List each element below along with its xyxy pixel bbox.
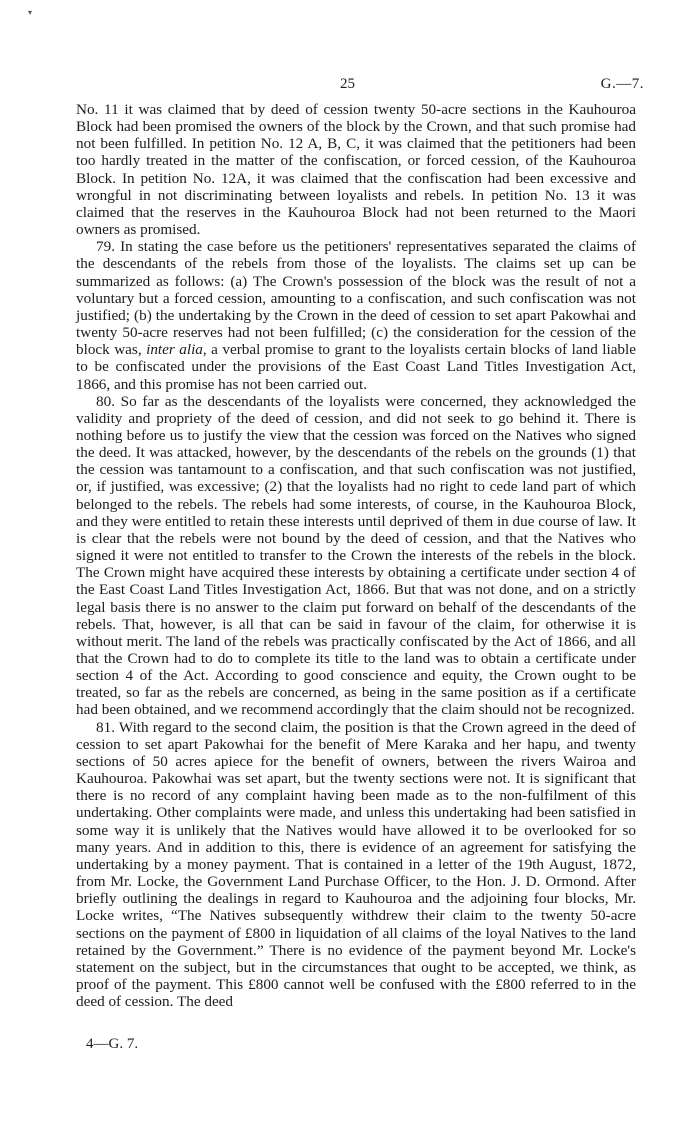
paragraph-79-text-a: 79. In stating the case before us the petitioners' representatives separated the claims of the descendants of the rebels from those of the loyalists. The claims set up can be summarized as follows: (a) The Crown's possession of the block was the result of not a voluntary but a forced cession, amounting to a confiscation, and such confiscation was not justified; (b) the undertaking by the Crown in the deed of cession to set apart Pakowhai and twenty 50-acre reserves had not been fulfilled; (c) the consideration for the cession of the block was,	[76, 238, 636, 359]
page-number: 25	[340, 76, 355, 92]
sheet-reference: 4—G. 7.	[86, 1036, 139, 1052]
paragraph-79-italic: inter alia	[146, 341, 203, 359]
document-reference: G.—7.	[600, 76, 644, 92]
paragraph-79-text-b: , a verbal promise to grant to the loyalists certain blocks of land liable to be confiscated under the provisions of the East Coast Land Titles Investigation Act, 1866, and this promise has not been carried out.	[76, 341, 636, 393]
paragraph-79	[76, 238, 636, 392]
page-header	[0, 76, 700, 96]
paragraph-80: 80. So far as the descendants of the loyalists were concerned, they acknowledged the validity and propriety of the deed of cession, and did not seek to go behind it. There is nothing before us to justify the view that the cession was forced on the Natives who signed the deed. It was attacked, however, by the descendants of the rebels on the grounds (1) that the cession was tantamount to a confiscation, and that such confiscation was not justified, or, if justified, was excessive; (2) that the loyalists had no right to cede land part of which belonged to the rebels. The rebels had some interests, of course, in the Kauhouroa Block, and they were entitled to retain these interests until deprived of them in due course of law. It is clear that the rebels were not bound by the deed of cession, and that the Natives who signed it were not entitled to transfer to the Crown the interests of the rebels in the block. The Crown might have acquired these interests by obtaining a certificate under section 4 of the East Coast Land Titles Investigation Act, 1866. But that was not done, and on a strictly legal basis there is no answer to the claim put forward on behalf of the descendants of the rebels. That, however, is all that can be said in favour of the claim, for otherwise it is without merit. The land of the rebels was practically confiscated by the Act of 1866, and all that the Crown had to do to complete its title to the land was to obtain a certificate under section 4 of the Act. According to good conscience and equity, the Crown ought to be treated, so far as the rebels are concerned, as being in the same position as if a certificate had been obtained, and we recommend accordingly that the claim should not be recognized.	[76, 392, 636, 719]
paragraph-81: 81. With regard to the second claim, the position is that the Crown agreed in the deed of cession to set apart Pakowhai for the benefit of Mere Karaka and her hapu, and twenty sections of 50 acres apiece for the benefit of owners, between the rivers Wairoa and Kauhouroa. Pakowhai was set apart, but the twenty sections were not. It is significant that there is no record of any complaint having been made as to the non-fulfilment of this undertaking. Other complaints were made, and unless this undertaking had been satisfied in some way it is unlikely that the Natives would have allowed it to be overlooked for so many years. And in addition to this, there is evidence of an agreement for satisfying the undertaking by a money payment. That is contained in a letter of the 19th August, 1872, from Mr. Locke, the Government Land Purchase Officer, to the Hon. J. D. Ormond. After briefly outlining the dealings in regard to Kauhouroa and the adjoining four blocks, Mr. Locke writes, “The Natives subsequently withdrew their claim to the twenty 50-acre sections on the payment of £800 in liquidation of all claims of the loyal Natives to the land retained by the Government.” There is no evidence of the payment beyond Mr. Locke's statement on the subject, but in the circumstances that ought to be accepted, we think, as proof of the payment. This £800 cannot well be confused with the £800 referred to in the deed of cession. The deed	[76, 718, 636, 1011]
paragraph-continuation: No. 11 it was claimed that by deed of cession twenty 50-acre sections in the Kauhouroa Block had been promised the owners of the block by the Crown, and that such promise had not been fulfilled. In petition No. 12 A, B, C, it was claimed that the petitioners had been too hardly treated in the matter of the confiscation, or forced cession, of the Kauhouroa Block. In petition No. 12A, it was claimed that the confiscation had been excessive and wrongful in not discriminating between loyalists and rebels. In petition No. 13 it was claimed that the reserves in the Kauhouroa Block had not been returned to the Maori owners as promised.	[76, 101, 636, 239]
body-text	[76, 101, 636, 1010]
corner-mark: ▾	[28, 8, 33, 17]
